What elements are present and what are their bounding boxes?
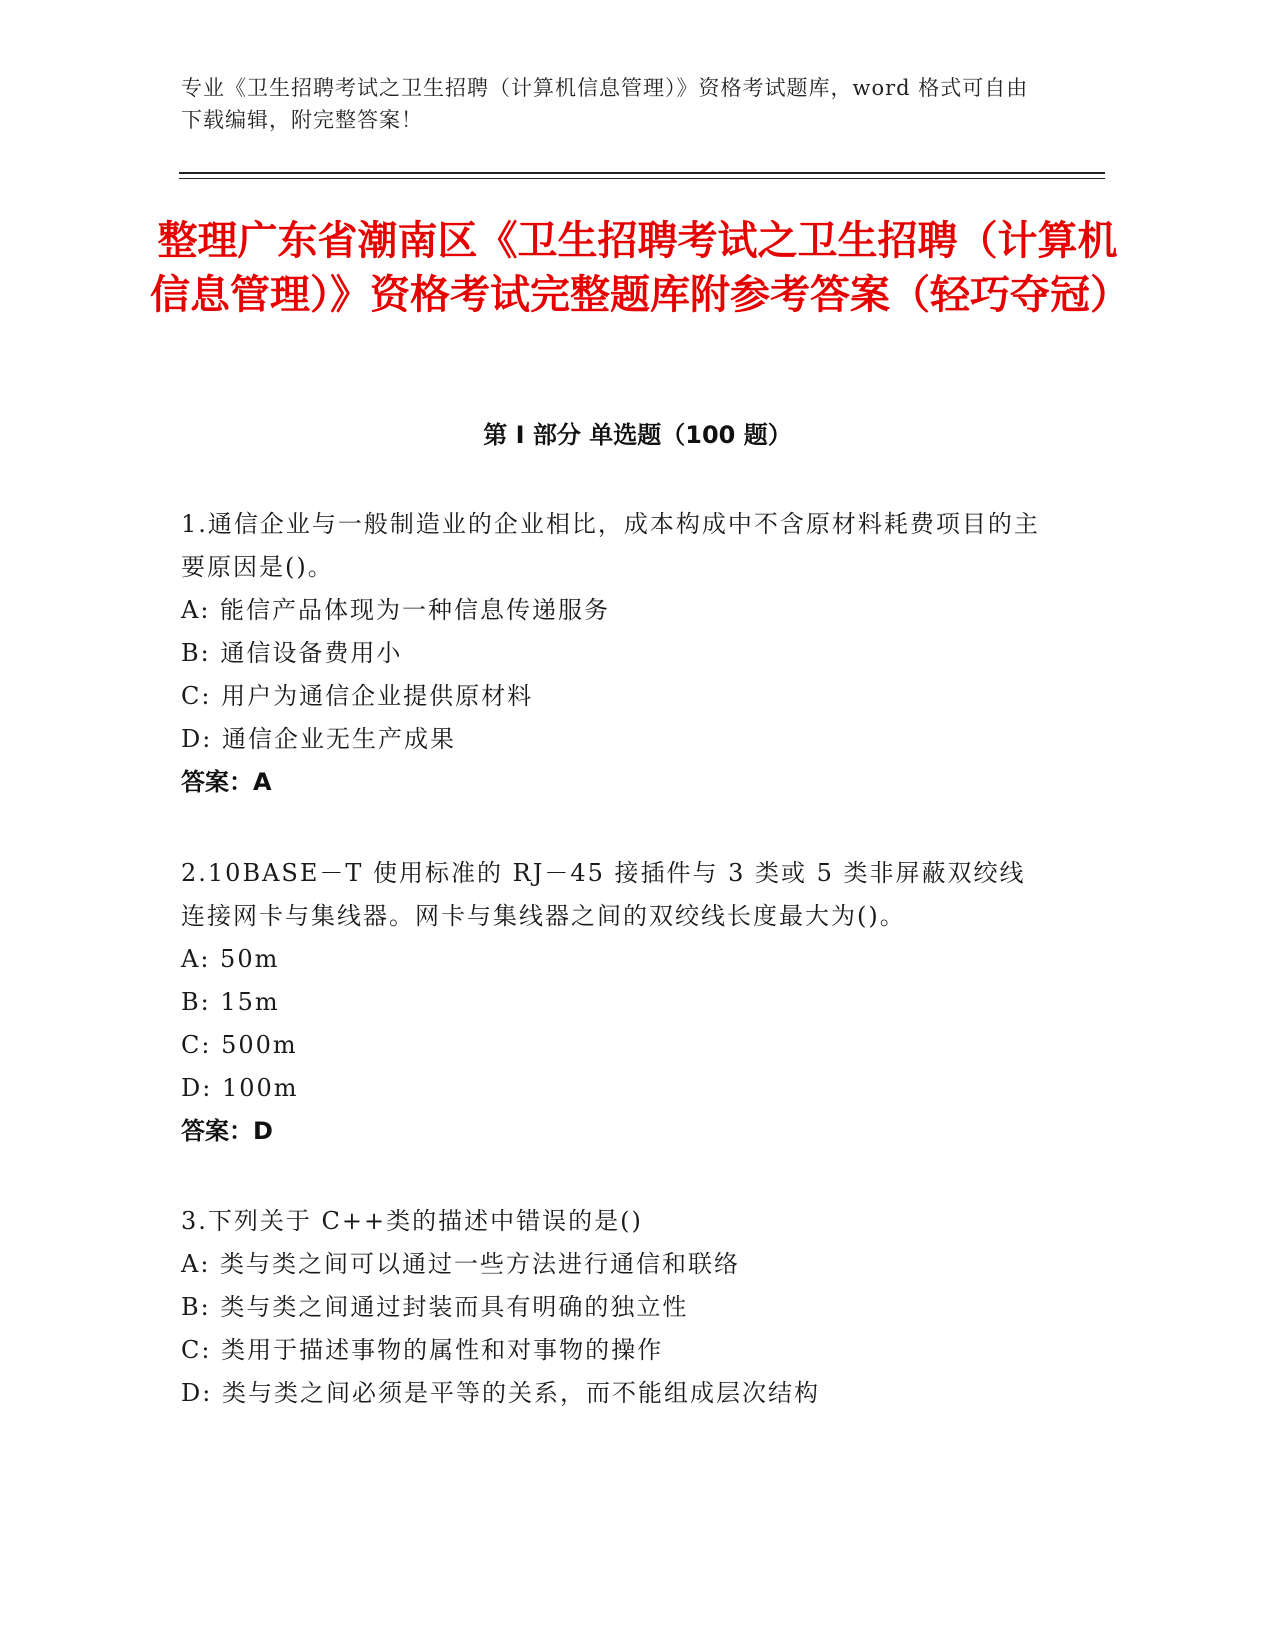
answer-label: 答案：D [181,1117,273,1145]
option-a: A: 能信产品体现为一种信息传递服务 [181,596,611,624]
question-stem: 3.下列关于 C++类的描述中错误的是() [181,1207,643,1235]
section-heading: 第 I 部分 单选题（100 题） [483,421,792,449]
answer-label: 答案：A [181,768,272,796]
option-d: D: 类与类之间必须是平等的关系，而不能组成层次结构 [181,1379,820,1407]
header-note: 专业《卫生招聘考试之卫生招聘（计算机信息管理）》资格考试题库，word 格式可自由下载编辑，附完整答案！ [181,76,1029,132]
option-d: D: 100m [181,1074,299,1102]
option-c: C: 500m [181,1031,298,1059]
question-1 [181,503,1051,804]
option-a: A: 类与类之间可以通过一些方法进行通信和联络 [181,1250,741,1278]
question-2 [181,852,1051,1153]
question-stem: 2.10BASE－T 使用标准的 RJ－45 接插件与 3 类或 5 类非屏蔽双绞线连接网卡与集线器。网卡与集线器之间的双绞线长度最大为()。 [181,859,1026,930]
question-3 [181,1200,1051,1415]
option-c: C: 类用于描述事物的属性和对事物的操作 [181,1336,664,1364]
option-a: A: 50m [181,945,280,973]
option-b: B: 类与类之间通过封装而具有明确的独立性 [181,1293,689,1321]
option-b: B: 15m [181,988,280,1016]
document-title: 整理广东省潮南区《卫生招聘考试之卫生招聘（计算机信息管理）》资格考试完整题库附参考答案（轻巧夺冠） [150,218,1130,318]
question-stem: 1.通信企业与一般制造业的企业相比，成本构成中不含原材料耗费项目的主要原因是()。 [181,510,1040,581]
option-d: D: 通信企业无生产成果 [181,725,456,753]
header-divider-thin [179,178,1105,179]
header-divider-thick [179,172,1105,174]
option-b: B: 通信设备费用小 [181,639,403,667]
option-c: C: 用户为通信企业提供原材料 [181,682,534,710]
